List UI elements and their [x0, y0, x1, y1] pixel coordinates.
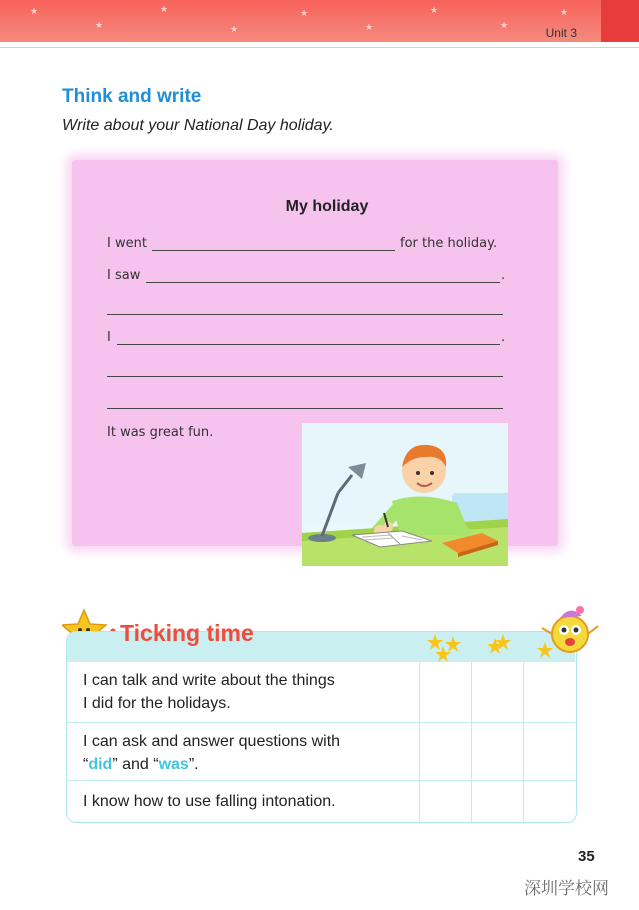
- line2-start: I saw: [107, 268, 141, 283]
- star-icon: ★: [230, 25, 239, 35]
- star-icon: ★: [560, 8, 569, 18]
- star-icon: ★: [160, 5, 169, 15]
- ticking-time-title: Ticking time: [120, 620, 254, 646]
- unit-label: Unit 3: [545, 26, 577, 40]
- tick-row-1-line1: I can talk and write about the things: [83, 672, 335, 689]
- keyword-was: was: [158, 756, 189, 773]
- boy-writing-illustration: [302, 423, 508, 566]
- writing-line[interactable]: [146, 282, 500, 283]
- table-row-divider: [67, 722, 575, 723]
- star-icon: ★: [430, 6, 439, 16]
- star-icon: ★: [300, 9, 309, 19]
- writing-line[interactable]: [107, 314, 503, 315]
- table-column-divider: [523, 662, 524, 822]
- page-number: 35: [578, 848, 595, 865]
- writing-line[interactable]: [152, 250, 395, 251]
- ticking-time-table: [66, 631, 577, 823]
- line2-end: .: [501, 268, 506, 283]
- star-icon: ★: [95, 21, 104, 31]
- tick-row-1-line2: I did for the holidays.: [83, 695, 231, 712]
- tick-row-2-line1: I can ask and answer questions with: [83, 733, 341, 750]
- line1-start: I went: [107, 236, 147, 251]
- table-column-divider: [419, 662, 420, 822]
- fuzzy-mascot-icon: [540, 600, 602, 662]
- quote-open: “: [83, 756, 89, 773]
- table-row-divider: [67, 780, 575, 781]
- closing-text: It was great fun.: [107, 425, 214, 440]
- line1-end: for the holiday.: [400, 236, 498, 251]
- star-icon: ★: [30, 7, 39, 17]
- quote-mid: ” and “: [112, 756, 159, 773]
- table-column-divider: [471, 662, 472, 822]
- quote-close: ”.: [188, 756, 199, 773]
- line4-end: .: [501, 330, 506, 345]
- tick-row-1: [83, 669, 335, 715]
- writing-line[interactable]: [107, 376, 503, 377]
- star-icon: ★: [500, 21, 509, 31]
- writing-line[interactable]: [117, 344, 500, 345]
- watermark: 深圳学校网: [524, 879, 609, 899]
- card-title: My holiday: [285, 198, 369, 215]
- tick-row-3: I know how to use falling intonation.: [83, 793, 336, 810]
- unit-header: [0, 0, 639, 48]
- writing-line[interactable]: [107, 408, 503, 409]
- star-icon: ★: [365, 23, 374, 33]
- writing-card: [72, 160, 558, 546]
- tick-row-2-line2: [83, 753, 340, 776]
- section-title: Think and write: [62, 86, 202, 107]
- instruction-text: Write about your National Day holiday.: [62, 117, 334, 134]
- keyword-did: did: [88, 756, 113, 773]
- line4-start: I: [107, 330, 111, 345]
- tick-row-2: [83, 730, 340, 776]
